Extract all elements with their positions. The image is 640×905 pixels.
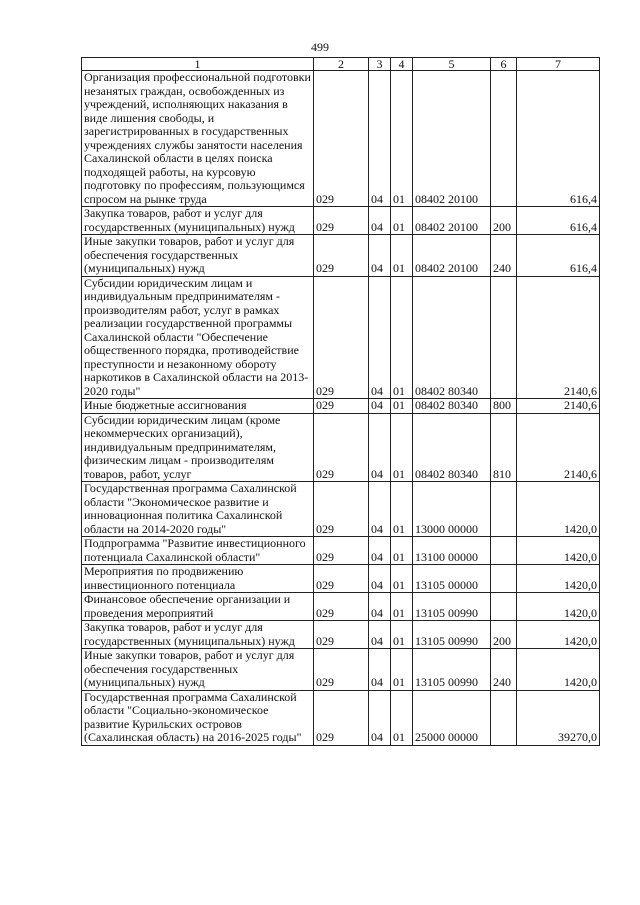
row-subsection-code-text: 01: [393, 383, 405, 398]
row-ministry-code-text: 029: [316, 191, 334, 206]
row-target-code: [413, 649, 491, 691]
table-row: [82, 235, 600, 277]
row-section-code: [369, 276, 391, 399]
row-ministry-code: [314, 621, 369, 649]
row-ministry-code-text: 029: [316, 383, 334, 398]
row-subsection-code-text: 01: [393, 730, 405, 744]
row-subsection-code-text: 01: [393, 191, 405, 206]
row-name-text: Подпрограмма "Развитие инвестиционного потенциала Сахалинской области": [84, 536, 306, 564]
row-subsection-code-text: 01: [393, 521, 405, 536]
row-section-code: [369, 537, 391, 565]
row-name-text: Субсидии юридическим лицам (кроме некоммерческих организаций), индивидуальным предпринимателям, физическим лицам - производителям товаров, работ, услуг: [84, 413, 281, 481]
row-ministry-code: [314, 235, 369, 277]
row-target-code: [413, 413, 491, 482]
row-name: [82, 690, 314, 745]
row-ministry-code-text: 029: [316, 219, 334, 234]
row-ministry-code-text: 029: [316, 605, 334, 620]
row-subsection-code-text: 01: [393, 633, 405, 648]
row-ministry-code-text: 029: [316, 261, 334, 275]
row-section-code: [369, 399, 391, 414]
row-amount: [517, 690, 600, 745]
row-target-code: [413, 537, 491, 565]
table-body: [82, 71, 600, 746]
row-section-code: [369, 207, 391, 235]
table-row: [82, 413, 600, 482]
row-amount: [517, 71, 600, 207]
row-target-code: [413, 482, 491, 537]
table-row: [82, 207, 600, 235]
row-target-code: [413, 690, 491, 745]
row-expense-type-code: [491, 690, 517, 745]
row-name-text: Субсидии юридическим лицам и индивидуальным предпринимателям - производителям работ, услуг в рамках реализации государственной программы Сахалинской области "Обеспечение общественного порядка, противодействие преступности и незаконному обороту наркотиков в Сахалинской области на 2013-2020 годы": [84, 276, 309, 398]
row-target-code-text: 08402 80340: [415, 383, 478, 398]
row-expense-type-code: [491, 482, 517, 537]
row-name: [82, 235, 314, 277]
row-ministry-code: [314, 399, 369, 414]
row-amount-text: 2140,6: [564, 466, 597, 481]
row-subsection-code: [391, 71, 413, 207]
row-target-code: [413, 621, 491, 649]
row-name: [82, 621, 314, 649]
row-ministry-code-text: 029: [316, 675, 334, 689]
row-target-code-text: 13105 00990: [415, 605, 478, 620]
row-target-code-text: 08402 80340: [415, 398, 478, 412]
header-col-2: 2: [314, 58, 369, 71]
row-ministry-code: [314, 482, 369, 537]
row-amount: [517, 621, 600, 649]
row-amount-text: 1420,0: [564, 605, 597, 620]
row-ministry-code-text: 029: [316, 730, 334, 744]
row-amount-text: 1420,0: [564, 521, 597, 536]
row-target-code: [413, 71, 491, 207]
row-target-code-text: 25000 00000: [415, 730, 478, 744]
row-ministry-code: [314, 71, 369, 207]
row-expense-type-code: [491, 413, 517, 482]
row-section-code-text: 04: [371, 549, 383, 564]
row-target-code-text: 13105 00990: [415, 633, 478, 648]
table-row: [82, 399, 600, 414]
row-amount: [517, 235, 600, 277]
row-section-code-text: 04: [371, 466, 383, 481]
row-expense-type-code: [491, 276, 517, 399]
row-section-code-text: 04: [371, 261, 383, 275]
table-row: [82, 690, 600, 745]
row-section-code: [369, 649, 391, 691]
row-subsection-code: [391, 207, 413, 235]
table-row: [82, 565, 600, 593]
row-subsection-code: [391, 621, 413, 649]
row-amount-text: 1420,0: [564, 675, 597, 689]
row-amount-text: 616,4: [570, 261, 597, 275]
row-expense-type-code: [491, 71, 517, 207]
row-amount-text: 1420,0: [564, 577, 597, 592]
row-section-code: [369, 235, 391, 277]
row-target-code-text: 08402 20100: [415, 219, 478, 234]
row-target-code: [413, 276, 491, 399]
row-amount: [517, 207, 600, 235]
row-ministry-code: [314, 593, 369, 621]
row-ministry-code: [314, 276, 369, 399]
row-target-code-text: 08402 80340: [415, 466, 478, 481]
row-name: [82, 649, 314, 691]
table-row: [82, 621, 600, 649]
row-subsection-code: [391, 537, 413, 565]
row-section-code-text: 04: [371, 398, 383, 412]
row-expense-type-code: [491, 565, 517, 593]
row-expense-type-code: [491, 235, 517, 277]
row-target-code-text: 13000 00000: [415, 521, 478, 536]
row-section-code-text: 04: [371, 605, 383, 620]
row-name-text: Финансовое обеспечение организации и проведения мероприятий: [84, 592, 291, 620]
row-section-code-text: 04: [371, 577, 383, 592]
row-target-code: [413, 565, 491, 593]
row-expense-type-code-text: 240: [493, 675, 511, 689]
row-name-text: Мероприятия по продвижению инвестиционного потенциала: [84, 564, 244, 592]
row-name: [82, 413, 314, 482]
row-expense-type-code-text: 800: [493, 398, 511, 412]
row-subsection-code-text: 01: [393, 398, 405, 412]
row-amount-text: 616,4: [570, 191, 597, 206]
row-expense-type-code-text: 200: [493, 219, 511, 234]
row-expense-type-code: [491, 621, 517, 649]
row-subsection-code: [391, 565, 413, 593]
table-row: [82, 482, 600, 537]
row-amount: [517, 413, 600, 482]
row-name: [82, 537, 314, 565]
row-subsection-code-text: 01: [393, 549, 405, 564]
row-amount: [517, 482, 600, 537]
row-name-text: Государственная программа Сахалинской области "Социально-экономическое развитие Курильских островов (Сахалинская область) на 2016-2025 годы": [84, 690, 302, 744]
row-section-code: [369, 621, 391, 649]
row-amount-text: 2140,6: [564, 398, 597, 412]
row-target-code: [413, 207, 491, 235]
row-ministry-code-text: 029: [316, 633, 334, 648]
row-ministry-code: [314, 207, 369, 235]
row-ministry-code: [314, 649, 369, 691]
header-col-1: 1: [82, 58, 314, 71]
table-row: [82, 537, 600, 565]
row-name-text: Государственная программа Сахалинской области "Экономическое развитие и инновационная политика Сахалинской области на 2014-2020 годы": [84, 481, 297, 536]
row-subsection-code: [391, 593, 413, 621]
row-target-code-text: 08402 20100: [415, 191, 478, 206]
row-expense-type-code: [491, 649, 517, 691]
row-name: [82, 207, 314, 235]
row-ministry-code-text: 029: [316, 398, 334, 412]
row-target-code: [413, 235, 491, 277]
row-subsection-code: [391, 649, 413, 691]
row-expense-type-code: [491, 537, 517, 565]
row-name-text: Иные закупки товаров, работ и услуг для обеспечения государственных (муниципальных) нужд: [84, 234, 295, 275]
row-section-code-text: 04: [371, 219, 383, 234]
header-col-5: 5: [413, 58, 491, 71]
row-ministry-code: [314, 565, 369, 593]
table-row: [82, 276, 600, 399]
header-col-6: 6: [491, 58, 517, 71]
row-section-code: [369, 482, 391, 537]
row-name: [82, 482, 314, 537]
row-subsection-code-text: 01: [393, 219, 405, 234]
row-subsection-code: [391, 235, 413, 277]
row-target-code: [413, 399, 491, 414]
row-section-code-text: 04: [371, 191, 383, 206]
row-expense-type-code: [491, 399, 517, 414]
row-section-code-text: 04: [371, 383, 383, 398]
row-ministry-code-text: 029: [316, 549, 334, 564]
row-amount: [517, 276, 600, 399]
table-row: [82, 649, 600, 691]
header-col-7: 7: [517, 58, 600, 71]
row-section-code: [369, 71, 391, 207]
row-name-text: Закупка товаров, работ и услуг для государственных (муниципальных) нужд: [84, 620, 295, 648]
row-name: [82, 593, 314, 621]
row-target-code-text: 13105 00990: [415, 675, 478, 689]
row-subsection-code: [391, 690, 413, 745]
row-section-code: [369, 565, 391, 593]
row-subsection-code-text: 01: [393, 577, 405, 592]
row-ministry-code-text: 029: [316, 466, 334, 481]
row-target-code-text: 08402 20100: [415, 261, 478, 275]
header-col-4: 4: [391, 58, 413, 71]
row-subsection-code-text: 01: [393, 466, 405, 481]
row-section-code: [369, 593, 391, 621]
row-ministry-code: [314, 690, 369, 745]
row-name-text: Закупка товаров, работ и услуг для государственных (муниципальных) нужд: [84, 206, 295, 234]
row-subsection-code-text: 01: [393, 605, 405, 620]
row-name: [82, 565, 314, 593]
table-row: [82, 71, 600, 207]
row-subsection-code: [391, 482, 413, 537]
row-name-text: Иные бюджетные ассигнования: [84, 398, 247, 412]
row-subsection-code: [391, 276, 413, 399]
page-number: 499: [311, 40, 329, 54]
row-section-code: [369, 690, 391, 745]
row-ministry-code-text: 029: [316, 577, 334, 592]
budget-table: [81, 57, 600, 746]
row-amount-text: 1420,0: [564, 549, 597, 564]
row-amount: [517, 537, 600, 565]
row-section-code-text: 04: [371, 521, 383, 536]
row-ministry-code: [314, 413, 369, 482]
row-section-code-text: 04: [371, 633, 383, 648]
row-amount-text: 39270,0: [558, 730, 597, 744]
row-amount: [517, 593, 600, 621]
row-expense-type-code-text: 200: [493, 633, 511, 648]
row-name: [82, 276, 314, 399]
row-expense-type-code: [491, 207, 517, 235]
row-target-code-text: 13105 00000: [415, 577, 478, 592]
row-ministry-code: [314, 537, 369, 565]
table-row: [82, 593, 600, 621]
row-expense-type-code-text: 240: [493, 261, 511, 275]
row-amount-text: 616,4: [570, 219, 597, 234]
row-amount-text: 2140,6: [564, 383, 597, 398]
row-name-text: Иные закупки товаров, работ и услуг для обеспечения государственных (муниципальных) нужд: [84, 648, 295, 689]
row-ministry-code-text: 029: [316, 521, 334, 536]
row-expense-type-code: [491, 593, 517, 621]
row-section-code-text: 04: [371, 730, 383, 744]
row-amount: [517, 649, 600, 691]
header-col-3: 3: [369, 58, 391, 71]
row-subsection-code: [391, 399, 413, 414]
row-amount: [517, 565, 600, 593]
row-subsection-code-text: 01: [393, 675, 405, 689]
row-name-text: Организация профессиональной подготовки незанятых граждан, освобожденных из учреждений, исполняющих наказания в виде лишения свободы, и зарегистрированных в государственных учреждениях службы занятости населения Сахалинской области в целях поиска подходящей работы, на курсовую подготовку по профессиям, пользующимся спросом на рынке труда: [84, 70, 311, 206]
row-section-code-text: 04: [371, 675, 383, 689]
row-target-code: [413, 593, 491, 621]
header-row: [82, 58, 600, 71]
row-name: [82, 399, 314, 414]
row-amount-text: 1420,0: [564, 633, 597, 648]
row-section-code: [369, 413, 391, 482]
row-name: [82, 71, 314, 207]
row-subsection-code: [391, 413, 413, 482]
row-expense-type-code-text: 810: [493, 466, 511, 481]
row-amount: [517, 399, 600, 414]
row-subsection-code-text: 01: [393, 261, 405, 275]
row-target-code-text: 13100 00000: [415, 549, 478, 564]
